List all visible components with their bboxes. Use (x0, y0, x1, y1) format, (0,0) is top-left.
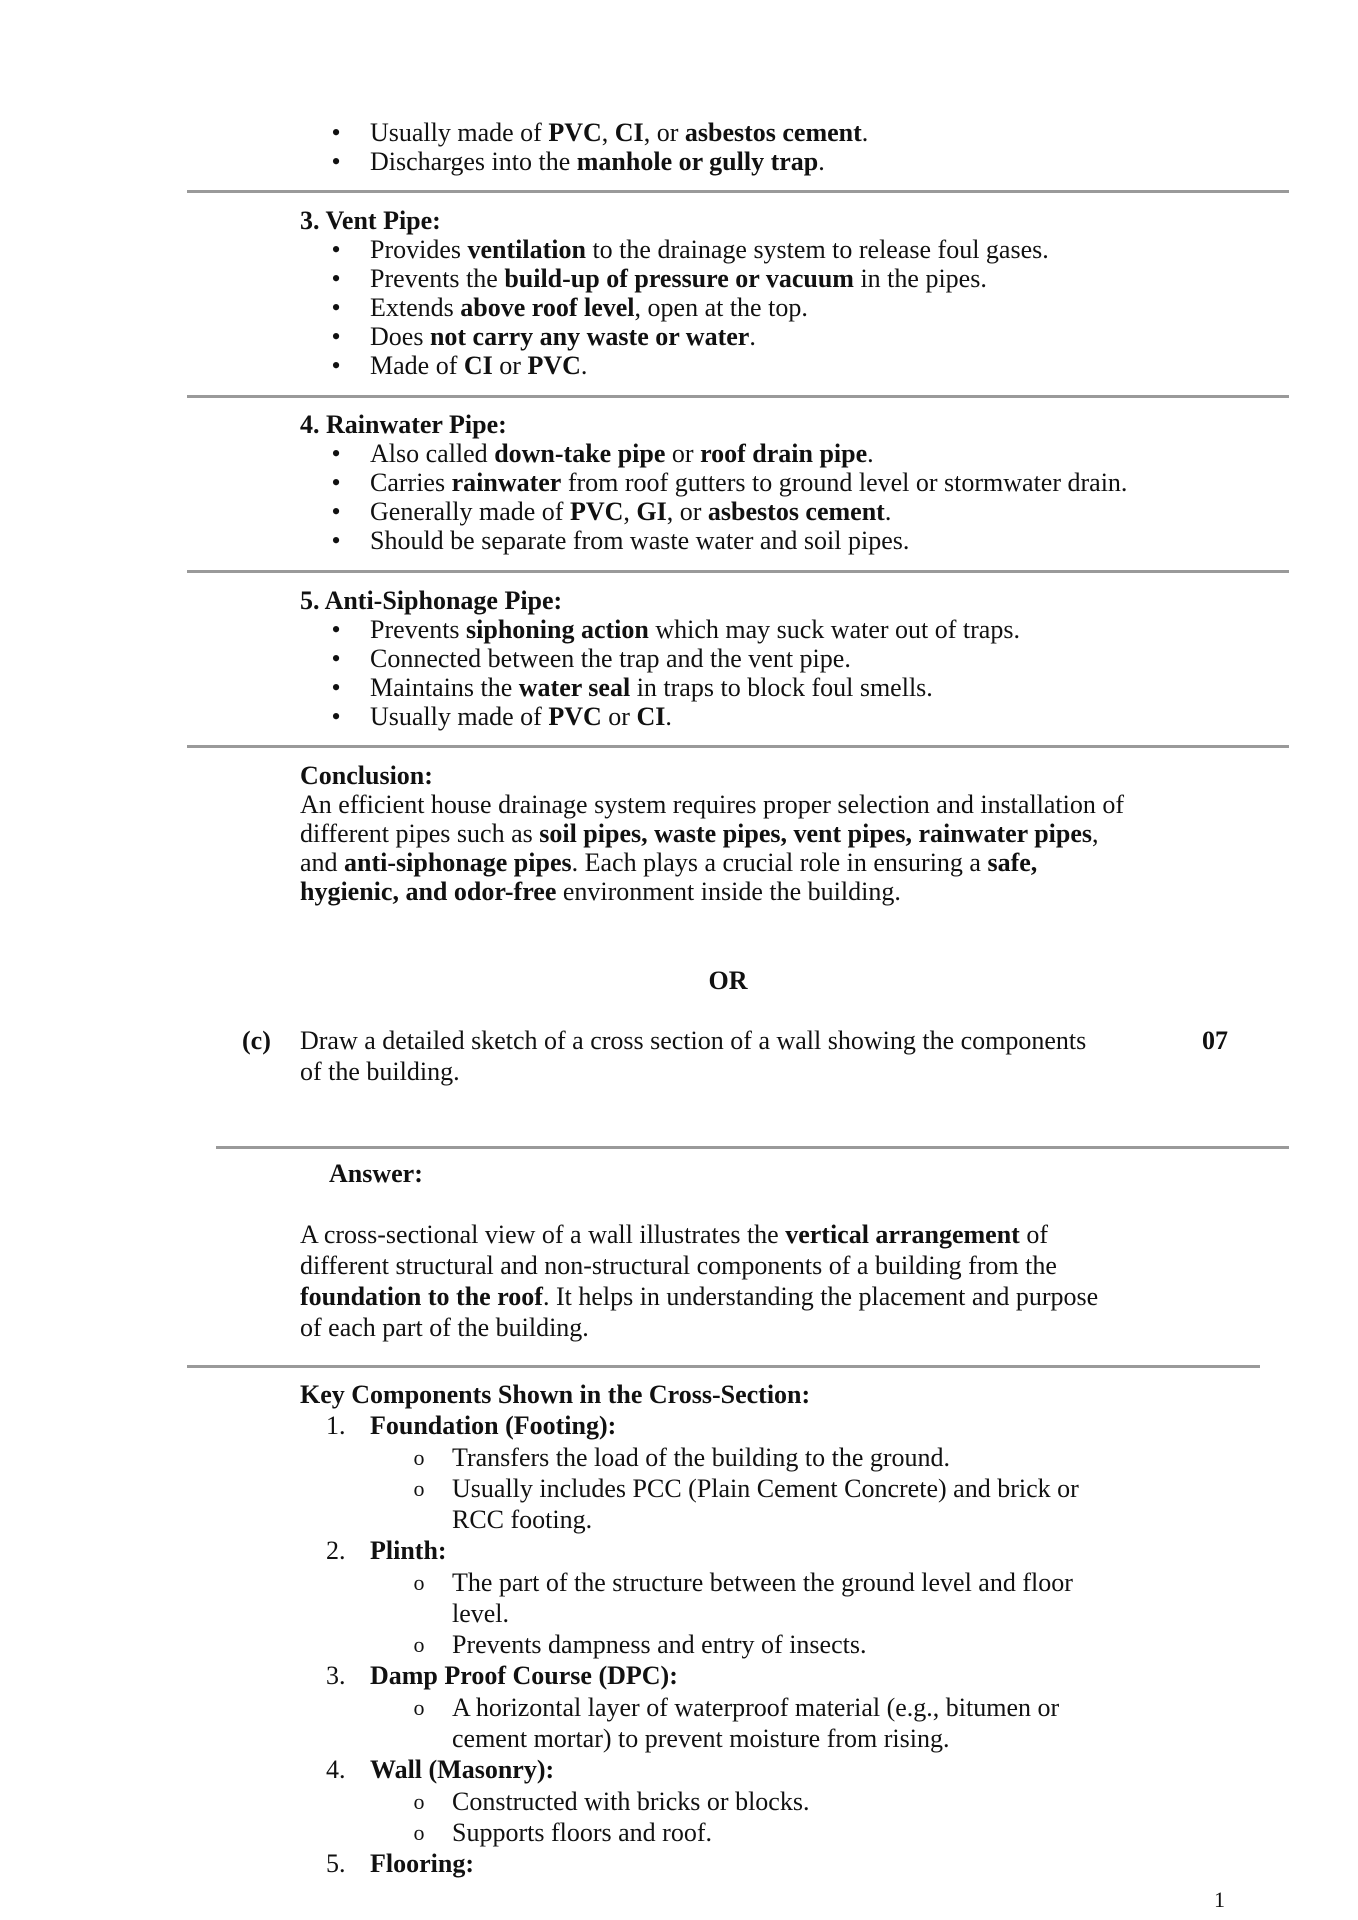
emphasis-text: vertical arrangement (785, 1220, 1020, 1249)
emphasis-text: asbestos cement (684, 118, 862, 147)
component-title: Wall (Masonry): (370, 1755, 555, 1784)
bullet-marker: • (331, 264, 341, 293)
list-number: 5. (326, 1849, 346, 1878)
list-item: Maintains the water seal in traps to block foul smells. (370, 673, 933, 702)
divider (187, 570, 1289, 573)
component-title: Plinth: (370, 1536, 447, 1565)
list-number: 4. (326, 1755, 346, 1784)
emphasis-text: manhole or gully trap (576, 147, 819, 176)
list-item: Connected between the trap and the vent pipe. (370, 644, 851, 673)
bullet-marker: • (331, 673, 341, 702)
list-number: 1. (326, 1411, 346, 1440)
section-heading-vent-pipe: 3. Vent Pipe: (300, 206, 441, 235)
list-item: Should be separate from waste water and soil pipes. (370, 526, 910, 555)
emphasis-text: foundation to the roof (300, 1282, 543, 1311)
conclusion-line: An efficient house drainage system requires proper selection and installation of (300, 790, 1125, 819)
component-title: Flooring: (370, 1849, 474, 1878)
emphasis-text: asbestos cement (707, 497, 885, 526)
list-item: Prevents siphoning action which may suck water out of traps. (370, 615, 1020, 644)
answer-line: of each part of the building. (300, 1313, 589, 1342)
sub-item: Usually includes PCC (Plain Cement Concrete) and brick or (452, 1474, 1079, 1503)
sub-bullet-marker: o (413, 1476, 425, 1501)
bullet-marker: • (331, 468, 341, 497)
question-text: Draw a detailed sketch of a cross section of a wall showing the components (300, 1026, 1087, 1055)
answer-heading: Answer: (329, 1159, 423, 1188)
question-label: (c) (242, 1026, 271, 1055)
sub-item: The part of the structure between the ground level and floor (452, 1568, 1073, 1597)
component-title: Foundation (Footing): (370, 1411, 617, 1440)
component-title: Damp Proof Course (DPC): (370, 1661, 678, 1690)
sub-bullet-marker: o (413, 1695, 425, 1720)
question-text: of the building. (300, 1057, 460, 1086)
key-components-heading: Key Components Shown in the Cross-Section: (300, 1380, 811, 1409)
divider (216, 1146, 1289, 1149)
list-item: Also called down-take pipe or roof drain pipe. (370, 439, 874, 468)
emphasis-text: PVC (569, 497, 624, 526)
sub-bullet-marker: o (413, 1820, 425, 1845)
list-item: Usually made of PVC or CI. (370, 702, 672, 731)
question-marks: 07 (1202, 1026, 1228, 1055)
bullet-marker: • (331, 615, 341, 644)
list-number: 3. (326, 1661, 346, 1690)
sub-item: level. (452, 1599, 510, 1628)
divider (187, 745, 1289, 748)
bullet-marker: • (331, 293, 341, 322)
bullet-marker: • (331, 702, 341, 731)
conclusion-line: hygienic, and odor-free environment inside the building. (300, 877, 901, 906)
sub-bullet-marker: o (413, 1570, 425, 1595)
conclusion-heading: Conclusion: (300, 761, 433, 790)
list-item: Prevents the build-up of pressure or vacuum in the pipes. (370, 264, 987, 293)
bullet-marker: • (331, 118, 341, 147)
emphasis-text: ventilation (467, 235, 586, 264)
divider (187, 190, 1289, 193)
emphasis-text: soil pipes, waste pipes, vent pipes, rainwater pipes (539, 819, 1093, 848)
list-item: Does not carry any waste or water. (370, 322, 756, 351)
emphasis-text: water seal (518, 673, 631, 702)
divider (187, 1365, 1260, 1368)
answer-line: foundation to the roof. It helps in understanding the placement and purpose (300, 1282, 1099, 1311)
emphasis-text: roof drain pipe (700, 439, 868, 468)
answer-line: A cross-sectional view of a wall illustrates the vertical arrangement of (300, 1220, 1048, 1249)
emphasis-text: GI (636, 497, 667, 526)
list-number: 2. (326, 1536, 346, 1565)
sub-bullet-marker: o (413, 1445, 425, 1470)
bullet-marker: • (331, 497, 341, 526)
sub-bullet-marker: o (413, 1789, 425, 1814)
emphasis-text: not carry any waste or water (429, 322, 750, 351)
emphasis-text: CI (636, 702, 666, 731)
emphasis-text: PVC (548, 118, 602, 147)
emphasis-text: CI (614, 118, 644, 147)
emphasis-text: above roof level (460, 293, 635, 322)
emphasis-text: safe, (987, 848, 1038, 877)
emphasis-text: down-take pipe (494, 439, 666, 468)
sub-item: Transfers the load of the building to the ground. (452, 1443, 951, 1472)
list-item: Generally made of PVC, GI, or asbestos cement. (370, 497, 892, 526)
section-heading-anti-siphonage-pipe: 5. Anti-Siphonage Pipe: (300, 586, 563, 615)
list-item: Usually made of PVC, CI, or asbestos cement. (370, 118, 869, 147)
conclusion-line: and anti-siphonage pipes. Each plays a crucial role in ensuring a safe, (300, 848, 1038, 877)
bullet-marker: • (331, 322, 341, 351)
list-item: Extends above roof level, open at the top. (370, 293, 808, 322)
bullet-marker: • (331, 644, 341, 673)
bullet-marker: • (331, 351, 341, 380)
emphasis-text: CI (463, 351, 493, 380)
divider (187, 395, 1289, 398)
sub-item: Supports floors and roof. (452, 1818, 712, 1847)
bullet-marker: • (331, 439, 341, 468)
sub-bullet-marker: o (413, 1632, 425, 1657)
sub-item: cement mortar) to prevent moisture from rising. (452, 1724, 950, 1753)
bullet-marker: • (331, 235, 341, 264)
emphasis-text: siphoning action (466, 615, 649, 644)
emphasis-text: PVC (548, 702, 602, 731)
list-item: Discharges into the manhole or gully trap. (370, 147, 825, 176)
bullet-marker: • (331, 147, 341, 176)
sub-item: Prevents dampness and entry of insects. (452, 1630, 867, 1659)
emphasis-text: PVC (527, 351, 581, 380)
sub-item: RCC footing. (452, 1505, 593, 1534)
bullet-marker: • (331, 526, 341, 555)
list-item: Made of CI or PVC. (370, 351, 588, 380)
emphasis-text: rainwater (451, 468, 562, 497)
emphasis-text: build-up of pressure or vacuum (504, 264, 854, 293)
page-number: 1 (1214, 1887, 1225, 1912)
list-item: Provides ventilation to the drainage system to release foul gases. (370, 235, 1049, 264)
emphasis-text: anti-siphonage pipes (344, 848, 572, 877)
answer-line: different structural and non-structural components of a building from the (300, 1251, 1057, 1280)
conclusion-line: different pipes such as soil pipes, waste pipes, vent pipes, rainwater pipes, (300, 819, 1099, 848)
emphasis-text: hygienic, and odor-free (300, 877, 557, 906)
or-separator: OR (708, 966, 748, 995)
list-item: Carries rainwater from roof gutters to ground level or stormwater drain. (370, 468, 1128, 497)
sub-item: Constructed with bricks or blocks. (452, 1787, 810, 1816)
section-heading-rainwater-pipe: 4. Rainwater Pipe: (300, 410, 507, 439)
sub-item: A horizontal layer of waterproof material (e.g., bitumen or (452, 1693, 1060, 1722)
